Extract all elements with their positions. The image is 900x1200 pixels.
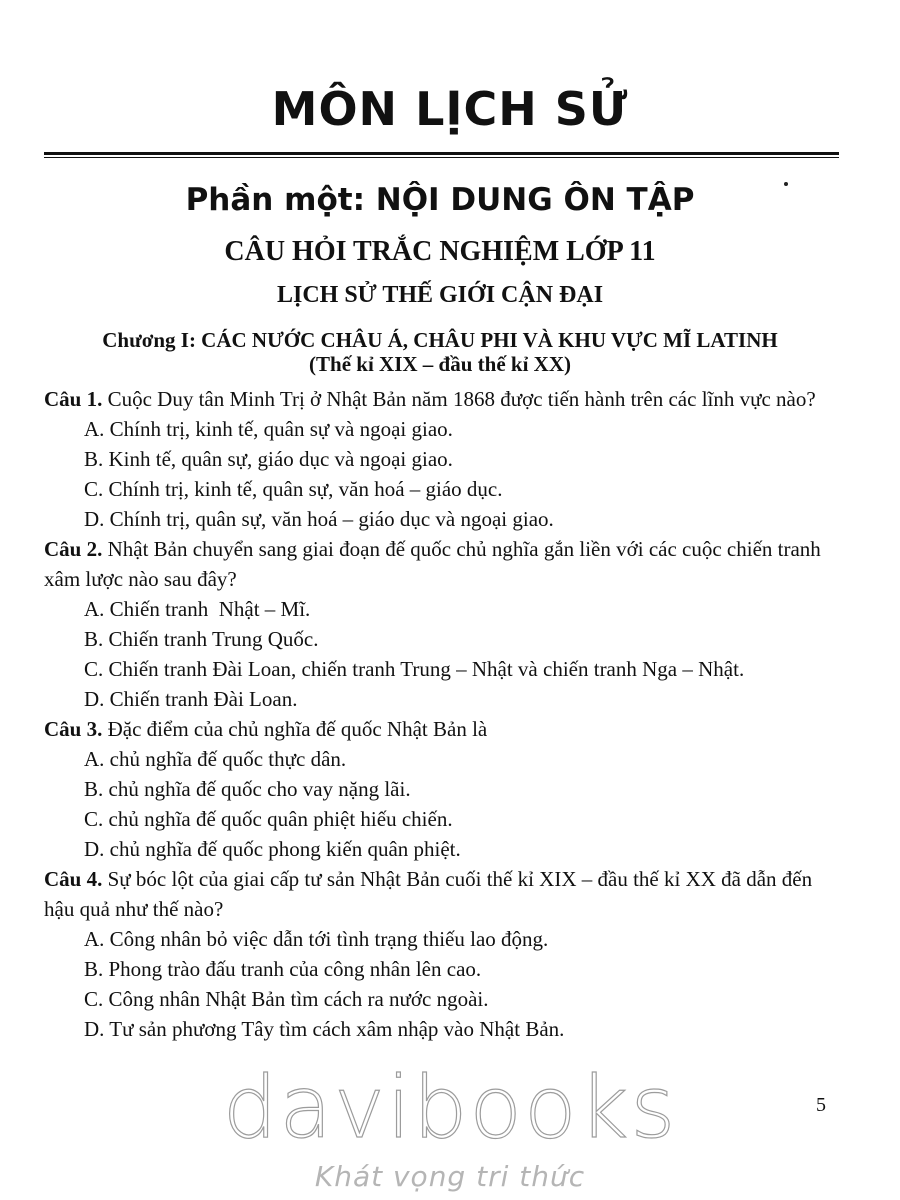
title-divider-thick (44, 152, 839, 155)
question-block (44, 864, 844, 1044)
question-stem (44, 384, 844, 414)
answer-option: C. Công nhân Nhật Bản tìm cách ra nước ngoài. (84, 987, 489, 1011)
question-label: Câu 1. (44, 387, 103, 411)
answer-option: C. Chiến tranh Đài Loan, chiến tranh Trung – Nhật và chiến tranh Nga – Nhật. (84, 657, 745, 681)
question-stem (44, 534, 844, 594)
answer-option: D. Chiến tranh Đài Loan. (84, 687, 298, 711)
brand-watermark: davibooks (222, 1058, 678, 1158)
option-list (44, 924, 844, 1044)
answer-option: D. chủ nghĩa đế quốc phong kiến quân phiệt. (84, 837, 461, 861)
question-list (44, 384, 844, 1044)
chapter-title: Chương I: CÁC NƯỚC CHÂU Á, CHÂU PHI VÀ KHU VỰC MĨ LATINH (102, 328, 778, 352)
answer-option: A. Chính trị, kinh tế, quân sự và ngoại giao. (84, 417, 453, 441)
option-list (44, 594, 844, 714)
title-divider-thin (44, 157, 839, 158)
era-title: LỊCH SỬ THẾ GIỚI CẬN ĐẠI (276, 282, 604, 308)
answer-option: B. Chiến tranh Trung Quốc. (84, 627, 319, 651)
option-list (44, 414, 844, 534)
question-label: Câu 4. (44, 867, 103, 891)
option-list (44, 744, 844, 864)
brand-tagline: Khát vọng tri thức (314, 1160, 586, 1193)
question-text: Sự bóc lột của giai cấp tư sản Nhật Bản cuối thế kỉ XIX – đầu thế kỉ XX đã dẫn đến hậu quả như thế nào? (44, 867, 813, 921)
chapter-heading (0, 328, 880, 376)
answer-option: B. Kinh tế, quân sự, giáo dục và ngoại giao. (84, 447, 453, 471)
quiz-title: CÂU HỎI TRẮC NGHIỆM LỚP 11 (224, 236, 656, 267)
question-label: Câu 2. (44, 537, 103, 561)
subject-title: MÔN LỊCH SỬ (271, 82, 629, 136)
question-block (44, 534, 844, 714)
answer-option: B. chủ nghĩa đế quốc cho vay nặng lãi. (84, 777, 411, 801)
answer-option: D. Chính trị, quân sự, văn hoá – giáo dục và ngoại giao. (84, 507, 554, 531)
answer-option: A. chủ nghĩa đế quốc thực dân. (84, 747, 347, 771)
question-block (44, 714, 844, 864)
question-stem (44, 714, 844, 744)
answer-option: C. Chính trị, kinh tế, quân sự, văn hoá – giáo dục. (84, 477, 503, 501)
answer-option: D. Tư sản phương Tây tìm cách xâm nhập vào Nhật Bản. (84, 1017, 565, 1041)
question-block (44, 384, 844, 534)
question-text: Đặc điểm của chủ nghĩa đế quốc Nhật Bản là (107, 717, 488, 741)
answer-option: A. Chiến tranh Nhật – Mĩ. (84, 597, 311, 621)
question-text: Nhật Bản chuyển sang giai đoạn đế quốc chủ nghĩa gắn liền với các cuộc chiến tranh xâm lược nào sau đây? (44, 537, 821, 591)
part-title: Phần một: NỘI DUNG ÔN TẬP (185, 182, 695, 218)
question-label: Câu 3. (44, 717, 103, 741)
answer-option: B. Phong trào đấu tranh của công nhân lên cao. (84, 957, 482, 981)
answer-option: A. Công nhân bỏ việc dẫn tới tình trạng thiếu lao động. (84, 927, 549, 951)
page-number: 5 (816, 1094, 826, 1116)
chapter-subtitle: (Thế kỉ XIX – đầu thế kỉ XX) (309, 352, 571, 376)
question-stem (44, 864, 844, 924)
answer-option: C. chủ nghĩa đế quốc quân phiệt hiếu chiến. (84, 807, 453, 831)
question-text: Cuộc Duy tân Minh Trị ở Nhật Bản năm 1868 được tiến hành trên các lĩnh vực nào? (107, 387, 816, 411)
